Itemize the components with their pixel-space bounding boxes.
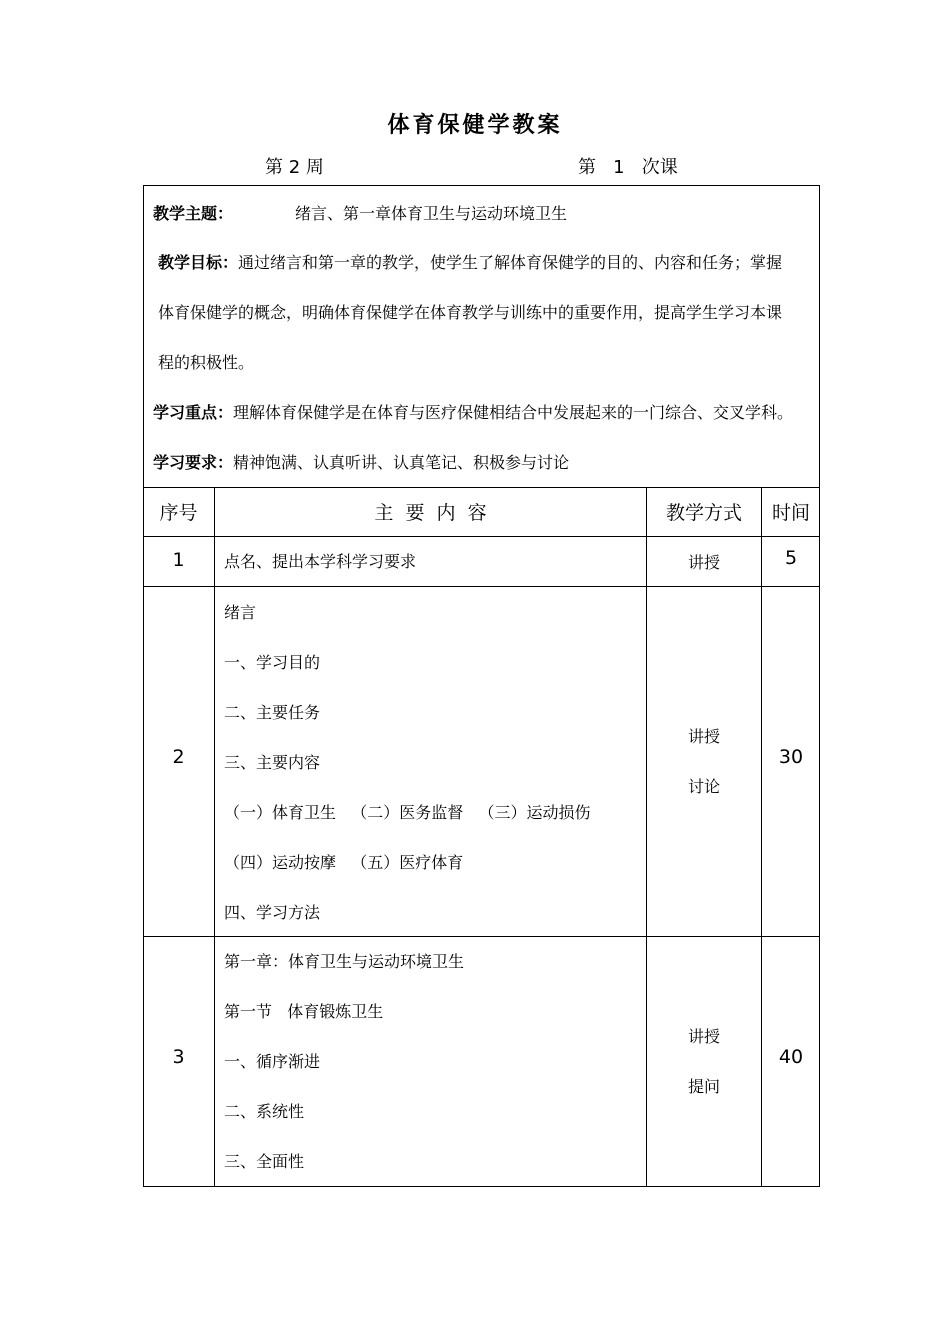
topic-label: 教学主题： xyxy=(153,204,234,223)
row-3-content-line: 第一章：体育卫生与运动环境卫生 xyxy=(224,952,465,971)
row-2-content-line: 二、主要任务 xyxy=(224,703,321,722)
divider xyxy=(143,936,820,937)
objective-line-2: 体育保健学的概念，明确体育保健学在体育教学与训练中的重要作用，提高学生学习本课 xyxy=(158,303,783,322)
row-1-content-line: 点名、提出本学科学习要求 xyxy=(224,552,417,571)
objective-row xyxy=(158,250,782,273)
row-2-index: 2 xyxy=(172,746,185,768)
row-1-time: 5 xyxy=(784,547,798,569)
lesson-label: 第 1 次课 xyxy=(578,157,678,178)
objective-label: 教学目标： xyxy=(158,253,239,272)
row-1-method: 讲授 xyxy=(687,553,720,572)
objective-line-3: 程的积极性。 xyxy=(158,353,255,372)
info-section xyxy=(143,185,820,487)
row-3-content-line: 三、全面性 xyxy=(224,1152,305,1171)
week-label: 第 2 周 xyxy=(265,157,324,178)
objective-line-1: 通过绪言和第一章的教学，使学生了解体育保健学的目的、内容和任务；掌握 xyxy=(238,253,783,272)
row-2-content-line: 绪言 xyxy=(224,603,257,622)
header-index: 序号 xyxy=(159,502,198,524)
focus-value: 理解体育保健学是在体育与医疗保健相结合中发展起来的一门综合、交叉学科。 xyxy=(233,403,794,422)
row-3-method-1: 讲授 xyxy=(687,1026,720,1046)
header-time: 时间 xyxy=(771,502,810,524)
row-2-content-line: （四）运动按摩 （五）医疗体育 xyxy=(224,853,464,872)
row-2-content-line: 四、学习方法 xyxy=(224,903,321,922)
topic-value: 绪言、第一章体育卫生与运动环境卫生 xyxy=(295,204,568,223)
row-3-index: 3 xyxy=(172,1046,185,1068)
row-3-method-2: 提问 xyxy=(687,1076,720,1096)
row-1-index: 1 xyxy=(172,549,185,571)
document-title: 体育保健学教案 xyxy=(387,112,563,138)
requirement-value: 精神饱满、认真听讲、认真笔记、积极参与讨论 xyxy=(233,453,570,472)
divider xyxy=(143,586,820,587)
row-3-content-line: 二、系统性 xyxy=(224,1102,305,1121)
row-2-time: 30 xyxy=(778,746,804,768)
header-content: 主 要 内 容 xyxy=(374,502,487,524)
divider xyxy=(214,487,215,1187)
requirement-label: 学习要求： xyxy=(153,453,234,472)
requirement-row xyxy=(153,450,569,473)
row-3-content-line: 第一节 体育锻炼卫生 xyxy=(224,1002,384,1021)
row-2-content-line: 三、主要内容 xyxy=(224,753,321,772)
topic-row xyxy=(153,201,567,224)
row-2-content-line: 一、学习目的 xyxy=(224,653,321,672)
focus-row xyxy=(153,400,793,423)
row-2-content-line: （一）体育卫生 （二）医务监督 （三）运动损伤 xyxy=(224,803,591,822)
row-2-method-1: 讲授 xyxy=(687,726,720,746)
row-3-content-line: 一、循序渐进 xyxy=(224,1052,321,1071)
focus-label: 学习重点： xyxy=(153,403,234,422)
row-3-time: 40 xyxy=(778,1046,804,1068)
header-method: 教学方式 xyxy=(665,502,742,524)
row-2-method-2: 讨论 xyxy=(687,776,720,796)
